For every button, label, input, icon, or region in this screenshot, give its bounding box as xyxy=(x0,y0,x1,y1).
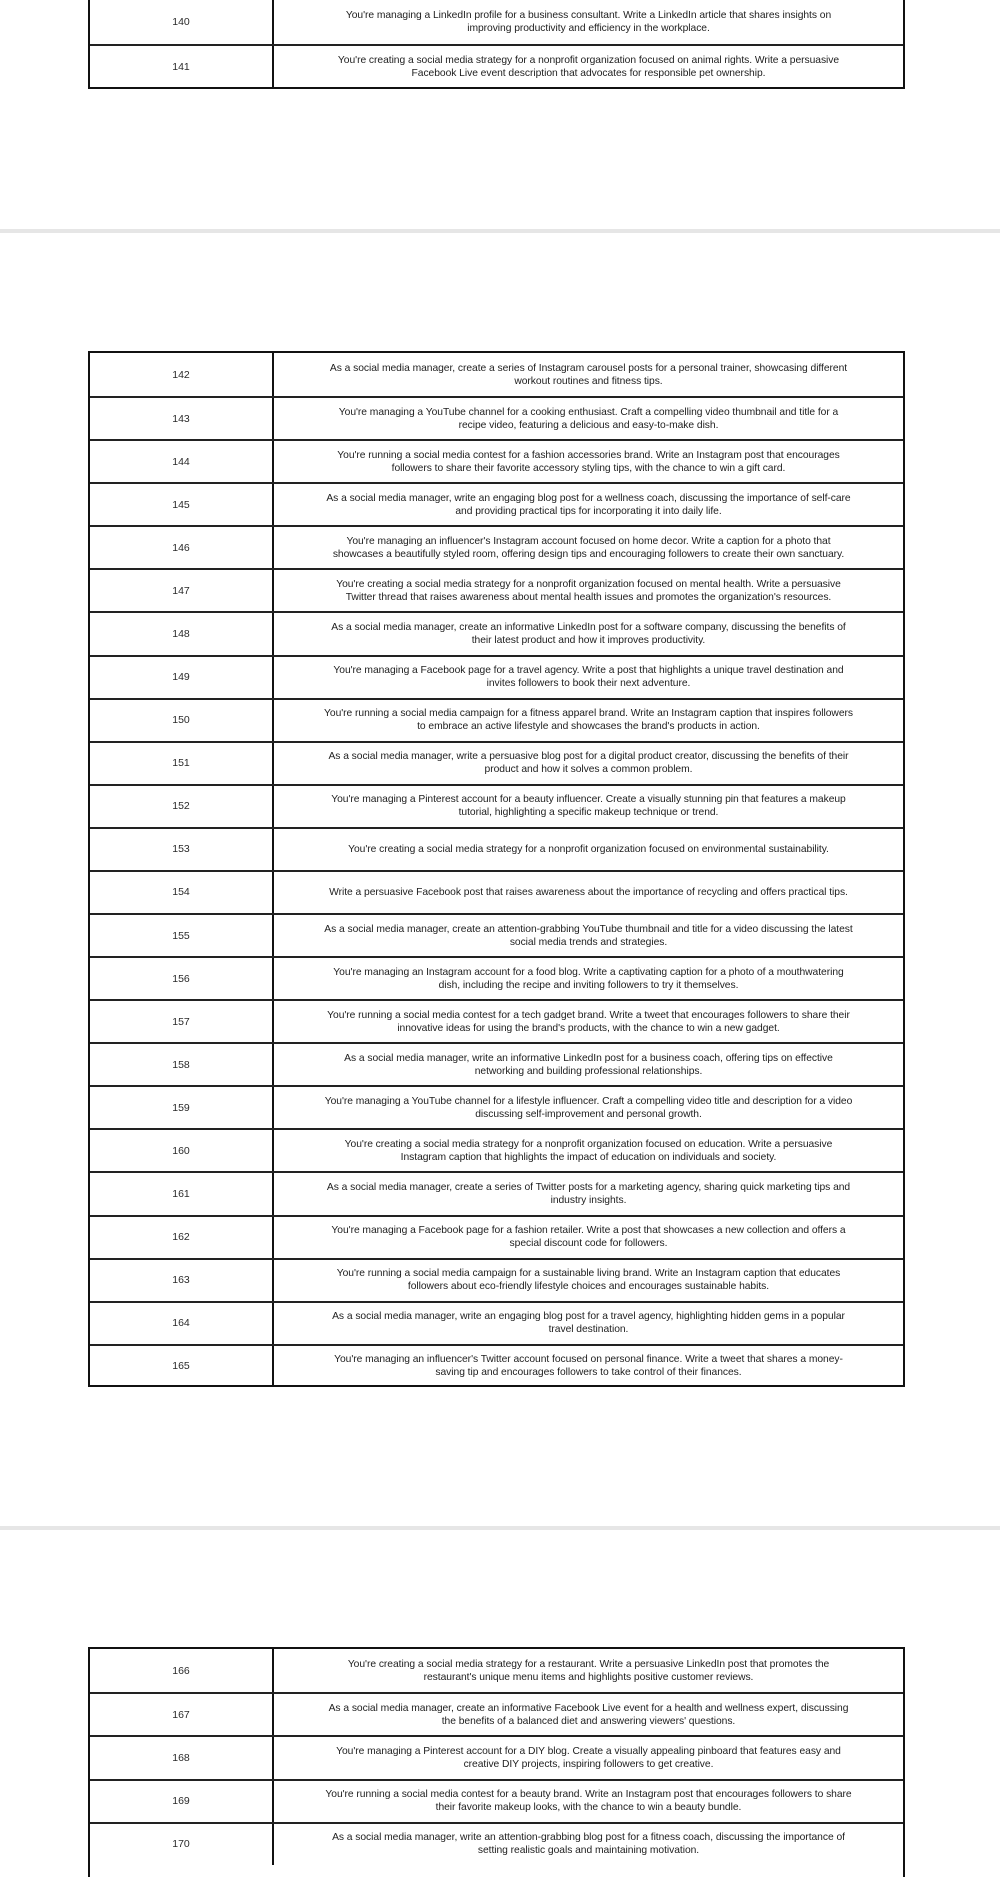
prompt-text: You're running a social media contest for a fashion accessories brand. Write an Instagram post that encourages followers to share their favorite accessory styling tips, with the chance to win a gift card. xyxy=(337,449,840,474)
prompt-text: As a social media manager, write an engaging blog post for a travel agency, highlighting hidden gems in a popular travel destination. xyxy=(332,1311,845,1336)
row-number: 148 xyxy=(90,613,274,654)
row-number: 142 xyxy=(90,353,274,396)
prompt-text: As a social media manager, create a series of Instagram carousel posts for a personal trainer, showcasing different workout routines and fitness tips. xyxy=(329,362,848,387)
prompt-text: You're managing a LinkedIn profile for a business consultant. Write a LinkedIn article that shares insights on improving productivity and efficiency in the workplace. xyxy=(345,10,832,34)
row-number: 167 xyxy=(90,1694,274,1735)
table-row xyxy=(90,1042,903,1085)
row-number: 157 xyxy=(90,1001,274,1042)
table-row xyxy=(90,655,903,698)
row-number: 144 xyxy=(90,441,274,482)
prompt-text: As a social media manager, create an attention-grabbing YouTube thumbnail and title for a video discussing the latest social media trends and strategies. xyxy=(324,923,853,948)
table-row xyxy=(90,568,903,611)
prompt-text: As a social media manager, create an informative LinkedIn post for a software company, discussing the benefits of their latest product and how it improves productivity. xyxy=(331,622,846,646)
row-number: 162 xyxy=(90,1217,274,1258)
table-row xyxy=(90,1171,903,1214)
row-number: 158 xyxy=(90,1044,274,1085)
prompt-text: You're managing a Pinterest account for a DIY blog. Create a visually appealing pinboard that features easy and creative DIY projects, inspiring followers to get creative. xyxy=(336,1745,841,1770)
prompt-text: As a social media manager, write an informative LinkedIn post for a business coach, offering tips on effective networking and building professional relationships. xyxy=(344,1052,833,1077)
table-row xyxy=(90,870,903,913)
prompt-text: You're managing an influencer's Instagram account focused on home decor. Write a caption for a photo that showcases a beautifully styled room, offering design tips and encouraging followers to create their own sanctuary. xyxy=(332,535,845,560)
prompt-text: You're creating a social media strategy for a nonprofit organization focused on mental health. Write a persuasive Twitter thread that raises awareness about mental health issues and promotes the organization's resources. xyxy=(336,578,841,603)
table-row xyxy=(90,611,903,654)
table-row xyxy=(90,353,903,396)
table-row xyxy=(90,439,903,482)
row-number: 163 xyxy=(90,1260,274,1301)
prompt-text: You're managing an influencer's Twitter account focused on personal finance. Write a tweet that shares a money-saving tip and encourages followers to take control of their finances. xyxy=(334,1354,843,1379)
table-row xyxy=(90,741,903,784)
prompt-text: You're managing a Facebook page for a fashion retailer. Write a post that showcases a new collection and offers a special discount code for followers. xyxy=(331,1225,846,1250)
table-row xyxy=(90,1258,903,1301)
prompt-text: You're creating a social media strategy for a nonprofit organization focused on education. Write a persuasive Instagram caption that highlights the impact of education on individuals and society. xyxy=(344,1138,833,1163)
row-number: 160 xyxy=(90,1130,274,1171)
table-row xyxy=(90,1822,903,1865)
table-row xyxy=(90,913,903,956)
row-number: 159 xyxy=(90,1087,274,1128)
prompt-text: You're managing an Instagram account for a food blog. Write a captivating caption for a photo of a mouthwatering dish, including the recipe and inviting followers to try it themselves. xyxy=(333,966,844,991)
prompt-text: As a social media manager, create a series of Twitter posts for a marketing agency, sharing quick marketing tips and industry insights. xyxy=(326,1182,851,1207)
prompt-table-page-2 xyxy=(88,351,905,1387)
row-number: 164 xyxy=(90,1303,274,1344)
row-number: 154 xyxy=(90,872,274,913)
prompt-text: Write a persuasive Facebook post that raises awareness about the importance of recycling and offers practical tips. xyxy=(329,886,848,898)
page-separator xyxy=(0,229,1000,233)
prompt-text: You're running a social media contest for a beauty brand. Write an Instagram post that encourages followers to share their favorite makeup looks, with the chance to win a beauty bundle. xyxy=(325,1789,852,1814)
row-number: 150 xyxy=(90,700,274,741)
row-number: 161 xyxy=(90,1173,274,1214)
table-row xyxy=(90,827,903,870)
row-number: 145 xyxy=(90,484,274,525)
table-row xyxy=(90,482,903,525)
row-number: 168 xyxy=(90,1737,274,1778)
table-row xyxy=(90,0,903,44)
table-row xyxy=(90,44,903,88)
prompt-table-page-3 xyxy=(88,1647,905,1877)
row-number: 152 xyxy=(90,786,274,827)
row-number: 165 xyxy=(90,1346,274,1387)
table-row xyxy=(90,525,903,568)
table-row xyxy=(90,698,903,741)
row-number: 169 xyxy=(90,1781,274,1822)
prompt-text: You're running a social media campaign for a sustainable living brand. Write an Instagram caption that educates followers about eco-friendly lifestyle choices and encourages sustainable habits. xyxy=(336,1268,841,1293)
row-number: 166 xyxy=(90,1649,274,1692)
table-row xyxy=(90,1344,903,1387)
table-row xyxy=(90,784,903,827)
table-row xyxy=(90,1692,903,1735)
prompt-text: You're managing a Pinterest account for a beauty influencer. Create a visually stunning pin that features a makeup tutorial, highlighting a specific makeup technique or trend. xyxy=(331,794,846,819)
prompt-text: As a social media manager, write an attention-grabbing blog post for a fitness coach, discussing the importance of setting realistic goals and maintaining motivation. xyxy=(332,1832,845,1857)
prompt-text: You're managing a YouTube channel for a cooking enthusiast. Craft a compelling video thumbnail and title for a recipe video, featuring a delicious and easy-to-make dish. xyxy=(338,406,839,431)
prompt-text: You're creating a social media strategy for a nonprofit organization focused on environmental sustainability. xyxy=(348,843,829,855)
prompt-text: You're creating a social media strategy for a restaurant. Write a persuasive LinkedIn post that promotes the restaurant's unique menu items and highlights positive customer reviews. xyxy=(347,1658,830,1683)
table-row xyxy=(90,1215,903,1258)
table-row xyxy=(90,1649,903,1692)
prompt-text: You're running a social media campaign for a fitness apparel brand. Write an Instagram caption that inspires followers to embrace an active lifestyle and showcases the brand's products in action. xyxy=(324,708,853,733)
prompt-text: You're managing a Facebook page for a travel agency. Write a post that highlights a unique travel destination and invites followers to book their next adventure. xyxy=(333,665,844,690)
row-number: 149 xyxy=(90,657,274,698)
page-separator xyxy=(0,1526,1000,1530)
row-number: 155 xyxy=(90,915,274,956)
prompt-text: As a social media manager, create an informative Facebook Live event for a health and wellness expert, discussing the benefits of a balanced diet and answering viewers' questions. xyxy=(328,1702,849,1727)
table-row xyxy=(90,1779,903,1822)
prompt-text: As a social media manager, write a persuasive blog post for a digital product creator, discussing the benefits of their product and how it solves a common problem. xyxy=(328,751,849,776)
row-number: 140 xyxy=(90,0,274,44)
row-number: 143 xyxy=(90,398,274,439)
table-row xyxy=(90,1735,903,1778)
prompt-table-page-1 xyxy=(88,0,905,89)
row-number: 151 xyxy=(90,743,274,784)
prompt-text: As a social media manager, write an engaging blog post for a wellness coach, discussing the importance of self-care and providing practical tips for incorporating it into daily life. xyxy=(326,492,851,517)
row-number: 170 xyxy=(90,1824,274,1865)
row-number: 147 xyxy=(90,570,274,611)
table-row xyxy=(90,396,903,439)
table-row xyxy=(90,1085,903,1128)
table-row xyxy=(90,1301,903,1344)
row-number: 146 xyxy=(90,527,274,568)
table-row xyxy=(90,1128,903,1171)
row-number: 141 xyxy=(90,46,274,88)
row-number: 153 xyxy=(90,829,274,870)
table-row xyxy=(90,999,903,1042)
row-number: 156 xyxy=(90,958,274,999)
prompt-text: You're managing a YouTube channel for a lifestyle influencer. Craft a compelling video title and description for a video discussing self-improvement and personal growth. xyxy=(324,1095,853,1120)
table-row xyxy=(90,956,903,999)
prompt-text: You're creating a social media strategy for a nonprofit organization focused on animal rights. Write a persuasive Facebook Live event description that advocates for responsible pet ownership. xyxy=(337,55,840,79)
prompt-text: You're running a social media contest for a tech gadget brand. Write a tweet that encourages followers to share their innovative ideas for using the brand's products, with the chance to win a new gadget. xyxy=(327,1009,850,1034)
